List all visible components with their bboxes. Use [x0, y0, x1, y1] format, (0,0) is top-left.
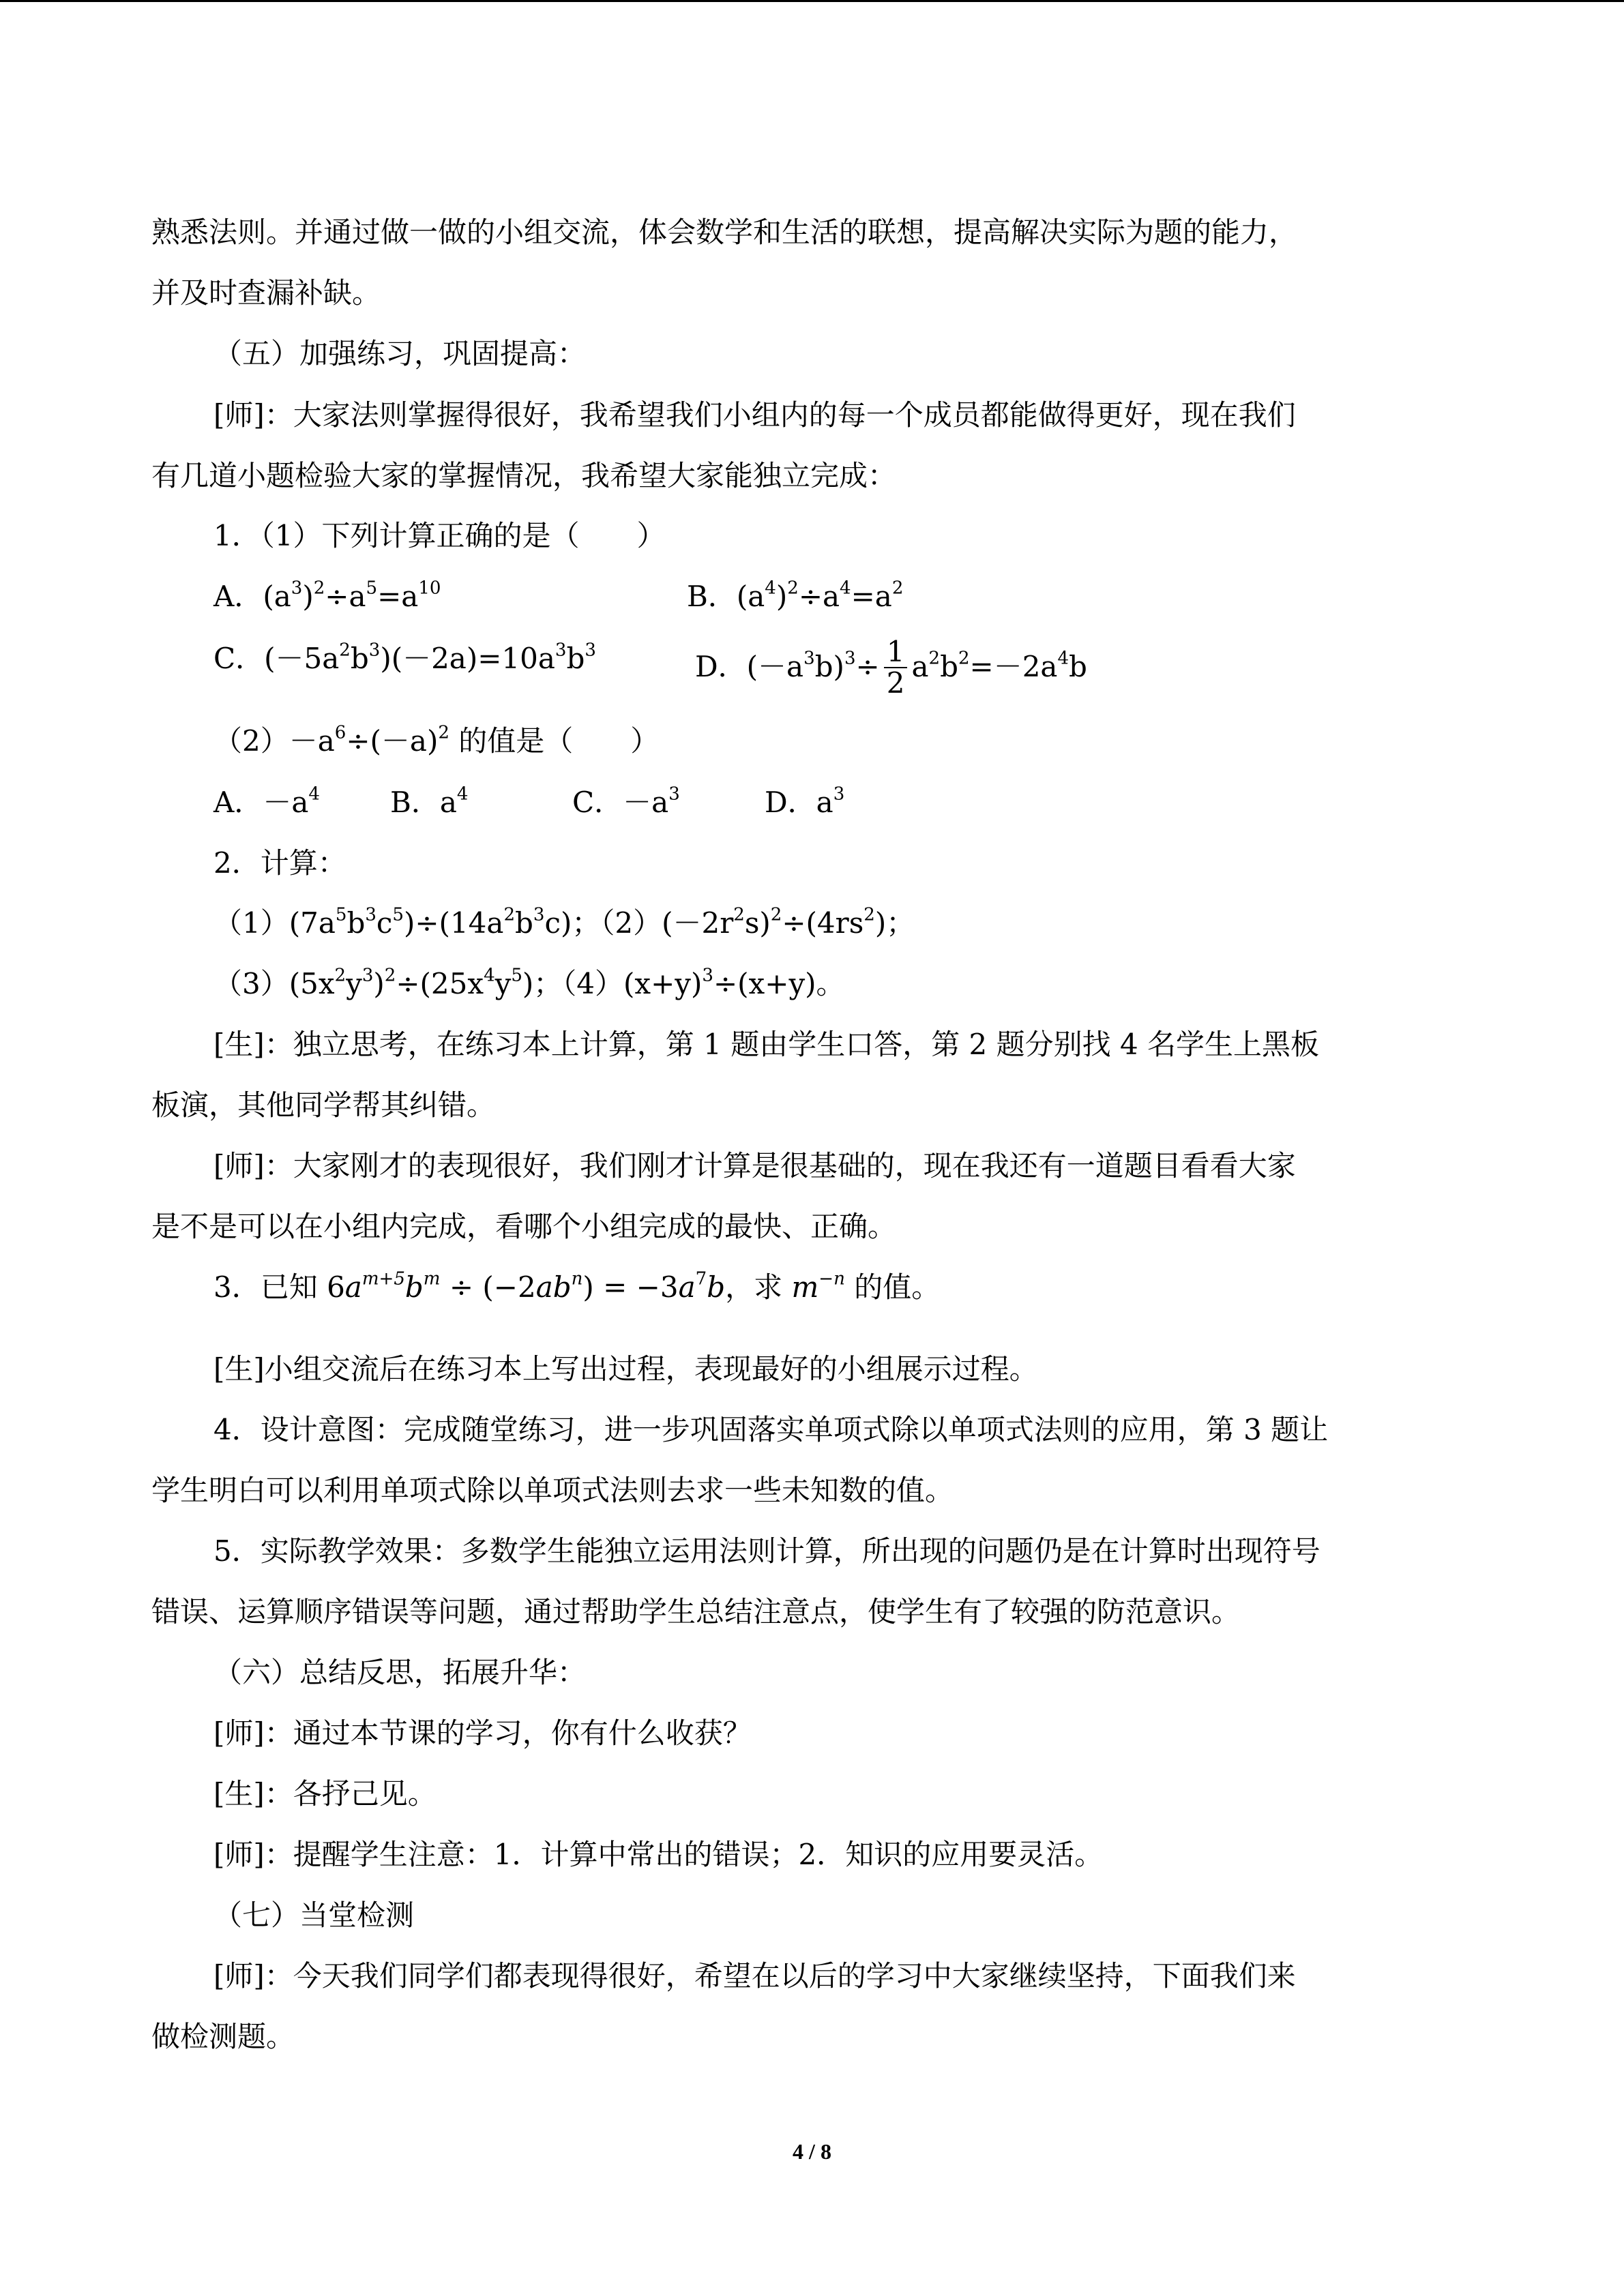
student-line: 板演，其他同学帮其纠错。 — [151, 1088, 496, 1122]
q1-2-option-b: B．$a^4$ — [390, 784, 469, 819]
q1-1-option-b: B．$(a^4)^2\div a^4=a^2$ — [687, 578, 904, 613]
page-top-border — [0, 0, 1624, 2]
paragraph-line: 熟悉法则。并通过做一做的小组交流，体会数学和生活的联想，提高解决实际为题的能力， — [151, 215, 1298, 249]
section-heading: （六）总结反思，拓展升华： — [213, 1656, 587, 1689]
teaching-effect-line: 错误、运算顺序错误等问题，通过帮助学生总结注意点，使学生有了较强的防范意识。 — [151, 1595, 1241, 1628]
q1-1-option-c: C．$(-5a^2b^3)(-2a)=10a^3b^3$ — [213, 640, 596, 675]
q1-2-option-c: C．$-a^3$ — [572, 784, 680, 819]
question-3: 3．已知 $6a^{m+5}b^m \div (-2ab^n) = -3a^7b$，求 $m^{-n}$ 的值。 — [213, 1268, 941, 1304]
teacher-line: 是不是可以在小组内完成，看哪个小组完成的最快、正确。 — [151, 1210, 897, 1243]
question-2-stem: 2．计算： — [213, 846, 346, 880]
teaching-effect-line: 5．实际教学效果：多数学生能独立运用法则计算，所出现的问题仍是在计算时出现符号 — [213, 1534, 1320, 1568]
student-line: [生]：各抒己见。 — [213, 1777, 437, 1810]
page-number: 4 / 8 — [793, 2139, 831, 2164]
teacher-line: [师]：今天我们同学们都表现得很好，希望在以后的学习中大家继续坚持，下面我们来 — [213, 1959, 1296, 1993]
q1-1-option-d: D．$(-a^3b)^3\div$ $\frac{1}{2}$ $a^2b^2=-2a^4b$ — [695, 635, 1087, 700]
design-intent-line: 学生明白可以利用单项式除以单项式法则去求一些未知数的值。 — [151, 1474, 954, 1507]
student-line: [生]小组交流后在练习本上写出过程，表现最好的小组展示过程。 — [213, 1352, 1038, 1386]
teacher-line: 做检测题。 — [151, 2020, 295, 2053]
design-intent-line: 4．设计意图：完成随堂练习，进一步巩固落实单项式除以单项式法则的应用，第 3 题让 — [213, 1413, 1329, 1446]
fraction-one-half: $\frac{1}{2}$ — [884, 637, 908, 698]
section-heading: （五）加强练习，巩固提高： — [213, 337, 587, 370]
q1-2-option-a: A．$-a^4$ — [213, 784, 320, 819]
q1-2-option-d: D．$a^3$ — [765, 784, 845, 819]
question-2-items-row: $(3)(5x^2y^3)^2\div(25x^4y^5)$；$(4)(x+y)^3\div(x+y)$。 — [213, 965, 845, 1000]
question-1-1-stem: 1．（1）下列计算正确的是（ ） — [213, 519, 666, 552]
student-line: [生]：独立思考，在练习本上计算，第 1 题由学生口答，第 2 题分别找 4 名学生上黑板 — [213, 1028, 1320, 1061]
q1-1-option-a: A．$(a^3)^2\div a^5=a^{10}$ — [213, 578, 441, 613]
teacher-line: 有几道小题检验大家的掌握情况，我希望大家能独立完成： — [151, 459, 897, 492]
question-1-2-stem: $(2)-a^6\div(-a)^2$ 的值是（ ） — [213, 722, 660, 758]
teacher-line: [师]：通过本节课的学习，你有什么收获？ — [213, 1716, 752, 1750]
question-2-items-row: $(1)(7a^5b^3c^5)\div(14a^2b^3c)$；$(2)(-2r^2s)^2\div(4rs^2)$； — [213, 904, 915, 940]
paragraph-line: 并及时查漏补缺。 — [151, 276, 381, 310]
teacher-line: [师]：提醒学生注意：1．计算中常出的错误；2．知识的应用要灵活。 — [213, 1838, 1104, 1871]
section-heading: （七）当堂检测 — [213, 1898, 415, 1932]
teacher-line: [师]：大家刚才的表现很好，我们刚才计算是很基础的，现在我还有一道题目看看大家 — [213, 1149, 1296, 1182]
teacher-line: [师]：大家法则掌握得很好，我希望我们小组内的每一个成员都能做得更好，现在我们 — [213, 398, 1296, 432]
